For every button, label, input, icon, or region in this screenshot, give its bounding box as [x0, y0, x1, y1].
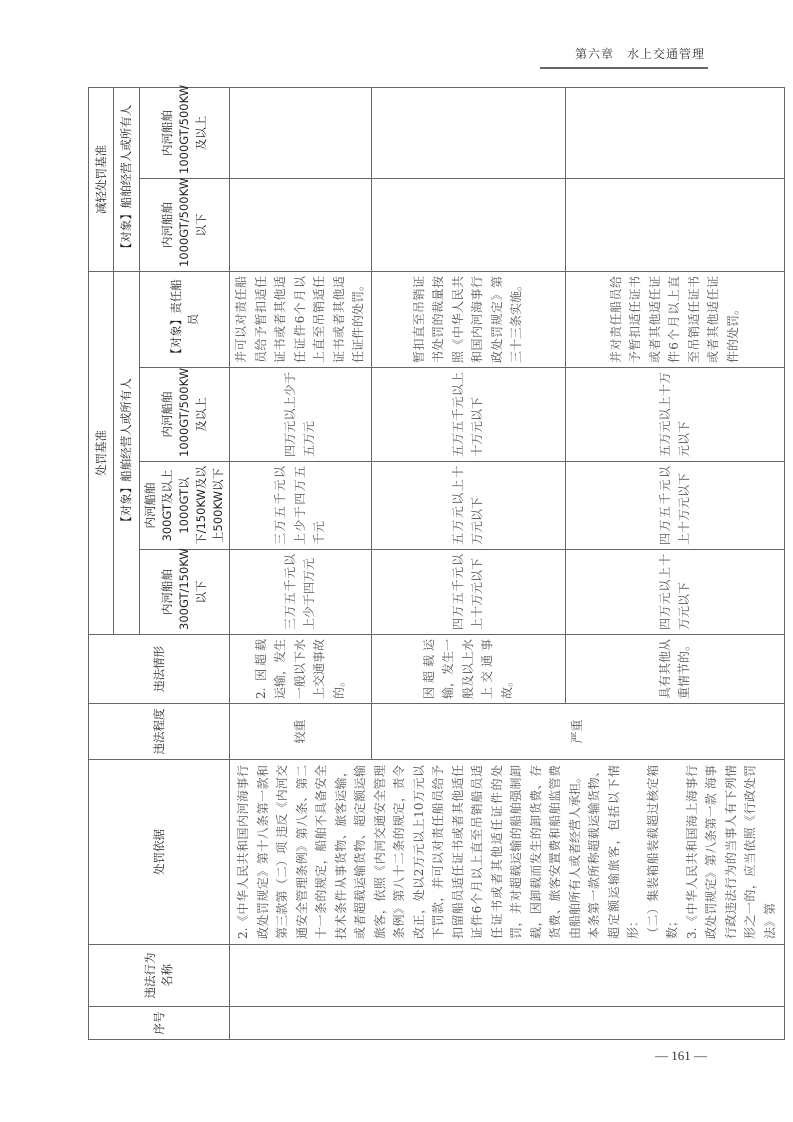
violation-name-cell: [230, 945, 785, 1007]
circumstance-cell: 因超载运输，发生一般及以上水上交通事故。: [371, 635, 566, 704]
penalty-small-cell: 四万五千元以上十万元以下: [371, 550, 566, 635]
running-head: 第六章 水上交通管理: [575, 47, 706, 61]
circumstance-cell: 2. 因超载运输，发生一般以下水上交通事故的。: [230, 635, 372, 704]
degree-cell: 严重: [371, 704, 785, 760]
header-mit-col-large: 内河船舶1000GT/500KW及以上: [140, 88, 230, 179]
penalty-mid-cell: 四万五千元以上十万元以下: [566, 462, 785, 550]
header-rule: [540, 67, 708, 69]
penalty-mid-cell: 三万五千元以上少于四万五千元: [230, 462, 372, 550]
header-violation-name: 违法行为名称: [89, 945, 230, 1007]
mitigated-small-cell: [230, 179, 372, 272]
mitigated-large-cell: [371, 88, 566, 179]
header-penalty-target: 【对象】船舶经营人或所有人: [114, 272, 140, 635]
basis-paragraph: （二）集装箱船装载超过核定箱数；: [645, 765, 679, 939]
degree-cell: 较重: [230, 704, 372, 760]
penalty-crew-cell: 并对责任船员给予暂扣适任证书或者其他适任证件6个月以上直至吊销适任证书或者其他适任证件的处罚。: [566, 272, 785, 368]
rotated-table-wrapper: [88, 84, 777, 1040]
page-number: — 161 —: [655, 1048, 707, 1063]
header-col-small: 内河船舶300GT/150KW以下: [140, 550, 230, 635]
penalty-crew-cell: 并可以对责任船员给予暂扣适任证书或者其他适任证件6个月以上直至吊销适任证书或者其他适任证件的处罚。: [230, 272, 372, 368]
header-penalty-group: 处罚基准: [89, 272, 114, 635]
penalty-crew-cell: 暂扣直至吊销证书处罚的裁量按照《中华人民共和国内河海事行政处罚规定》第三十三条实施。: [371, 272, 566, 368]
circumstance-cell: 具有其他从重情节的。: [566, 635, 785, 704]
basis-paragraph: 本条第一款所称超载运输货物、超定额运输旅客，包括以下情形：: [587, 765, 640, 939]
header-basis: 处罚依据: [89, 760, 230, 945]
seq-cell: [230, 1007, 785, 1040]
header-seq: 序号: [89, 1007, 230, 1040]
header-mitigated-group: 减轻处罚基准: [89, 88, 114, 272]
penalty-large-cell: 五万五千元以上十万元以下: [371, 368, 566, 462]
penalty-small-cell: 三万五千元以上少于四万元: [230, 550, 372, 635]
penalty-small-cell: 四万元以上十万元以下: [566, 550, 785, 635]
header-degree: 违法程度: [89, 704, 230, 760]
mitigated-small-cell: [566, 179, 785, 272]
mitigated-large-cell: [566, 88, 785, 179]
header-mitigated-target: 【对象】船舶经营人或所有人: [114, 88, 140, 272]
penalty-standard-table: [88, 84, 785, 1040]
header-col-large: 内河船舶1000GT/500KW及以上: [140, 368, 230, 462]
penalty-mid-cell: 五万元以上十万元以下: [371, 462, 566, 550]
header-mit-col-small: 内河船舶1000GT/500KW以下: [140, 179, 230, 272]
table-row: [230, 88, 372, 1040]
basis-paragraph: 2.《中华人民共和国内河海事行政处罚规定》第十八条第一款和第三款第（二）项 违反《内河交通安全管理条例》第八条、第二十一条的规定，船舶不具备安全技术条件从事货物、旅客运输，或者超载运输货物、超定额运输旅客，依照《内河交通安全管理条例》第八十二条的规定，责令改正，处以2万元以上10万元以下罚款，并可以对责任船员给予扣留船员适任证书或者其他适任证件6个月以上直至吊销船员适任证书或者其他适任证件的处罚，并对超载运输的船舶强制卸载，因卸载而发生的卸货费、存货费、旅客安置费和船舶监管费由船舶所有人或者经营人承担。: [236, 765, 582, 939]
penalty-large-cell: 四万元以上少于五万元: [230, 368, 372, 462]
basis-paragraph: 3.《中华人民共和国海上海事行政处罚规定》第八条第一款 海事行政违法行为的当事人有下列情形之一的，应当依照《行政处罚法》第: [684, 765, 777, 939]
header-col-crew: 【对象】责任船员: [140, 272, 230, 368]
header-circumstance: 违法情形: [89, 635, 230, 704]
mitigated-small-cell: [371, 179, 566, 272]
header-col-mid: 内河船舶300GT及以上1000GT以下/150KW及以上500KW以下: [140, 462, 230, 550]
mitigated-large-cell: [230, 88, 372, 179]
basis-cell: [230, 760, 785, 945]
penalty-large-cell: 五万元以上十万元以下: [566, 368, 785, 462]
